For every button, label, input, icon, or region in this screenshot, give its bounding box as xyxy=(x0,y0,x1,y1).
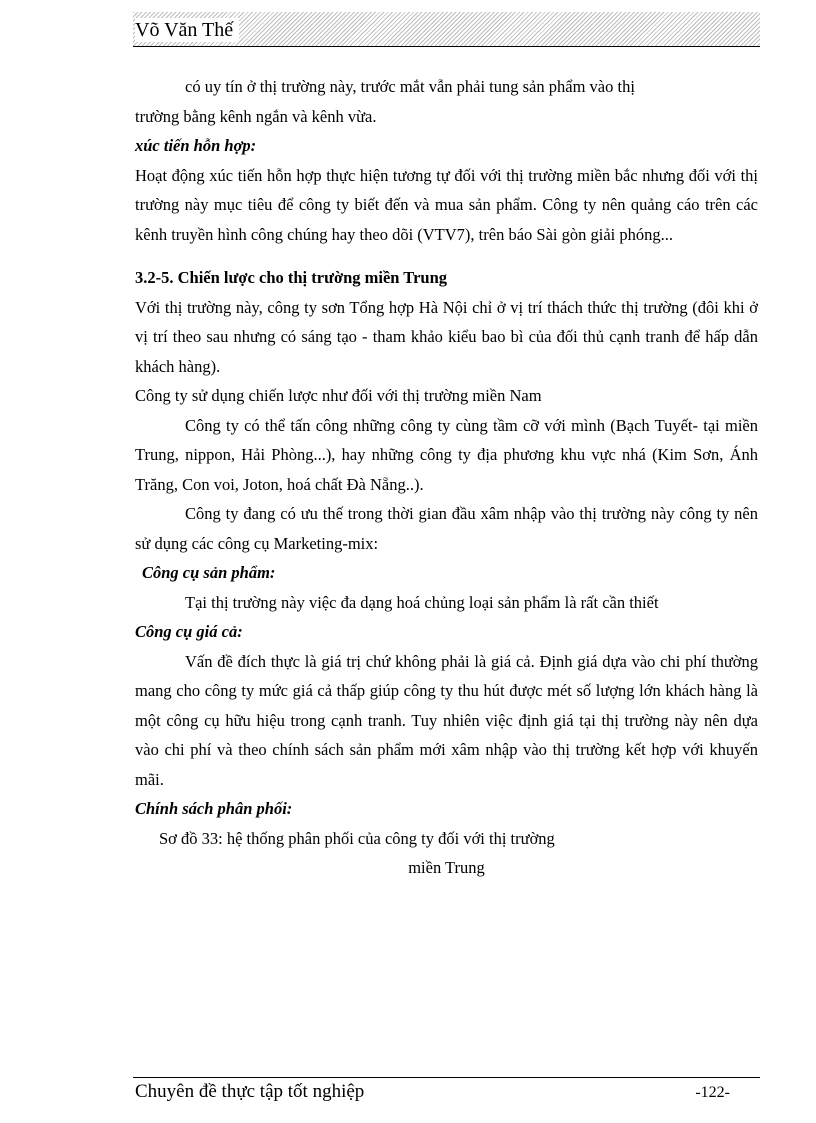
figure-caption: Sơ đồ 33: hệ thống phân phối của công ty đối với thị trường xyxy=(159,828,555,848)
document-body xyxy=(135,72,758,883)
subheading: xúc tiến hỗn hợp: xyxy=(135,136,257,155)
header-title: Võ Văn Thế xyxy=(135,18,239,42)
page-number: -122- xyxy=(695,1084,730,1101)
paragraph: có uy tín ở thị trường này, trước mắt vẫn phải tung sản phẩm vào thị xyxy=(185,77,635,96)
footer-title: Chuyên đề thực tập tốt nghiệp xyxy=(135,1081,365,1102)
page-header xyxy=(133,12,760,47)
paragraph: Hoạt động xúc tiến hỗn hợp thực hiện tương tự đối với thị trường miền bắc nhưng đối với thị trường này mục tiêu để công ty biết đến và mua sản phẩm. Công ty nên quảng cáo trên các kênh truyền hình công chúng hay theo dõi (VTV7), trên báo Sài gòn giải phóng... xyxy=(135,165,758,244)
paragraph: Công ty đang có ưu thế trong thời gian đầu xâm nhập vào thị trường này công ty nên sử dụng các công cụ Marketing-mix: xyxy=(135,504,758,553)
subheading: Chính sách phân phối: xyxy=(135,799,293,818)
paragraph: Với thị trường này, công ty sơn Tổng hợp Hà Nội chỉ ở vị trí thách thức thị trường (đôi khi ở vị trí theo sau nhưng có sáng tạo - tham khảo kiểu bao bì của đối thủ cạnh tranh để hấp dẫn khách hàng). xyxy=(135,297,758,376)
section-heading: 3.2-5. Chiến lược cho thị trường miền Trung xyxy=(135,268,448,287)
paragraph: Công ty có thể tấn công những công ty cùng tầm cỡ với mình (Bạch Tuyết- tại miền Trung, nippon, Hải Phòng...), hay những công ty địa phương khu vực nhá (Kim Sơn, Ánh Trăng, Con voi, Joton, hoá chất Đà Nẵng..). xyxy=(135,415,758,494)
paragraph: trường bằng kênh ngắn và kênh vừa. xyxy=(135,106,377,126)
subheading: Công cụ sản phẩm: xyxy=(142,563,276,582)
paragraph: Vấn đề đích thực là giá trị chứ không phải là giá cả. Định giá dựa vào chi phí thường mang cho công ty mức giá cả thấp giúp công ty thu hút được mét số lượng lớn khách hàng là một công cụ hữu hiệu trong cạnh tranh. Tuy nhiên việc định giá tại thị trường này nên dựa vào chi phí và theo chính sách sản phẩm mới xâm nhập vào thị trường kết hợp với khuyến mãi. xyxy=(135,651,758,789)
figure-caption: miền Trung xyxy=(408,858,485,877)
subheading: Công cụ giá cả: xyxy=(135,622,243,641)
page-footer xyxy=(133,1077,760,1108)
paragraph: Tại thị trường này việc đa dạng hoá chủng loại sản phẩm là rất cần thiết xyxy=(185,592,659,612)
paragraph: Công ty sử dụng chiến lược như đối với thị trường miền Nam xyxy=(135,386,542,405)
